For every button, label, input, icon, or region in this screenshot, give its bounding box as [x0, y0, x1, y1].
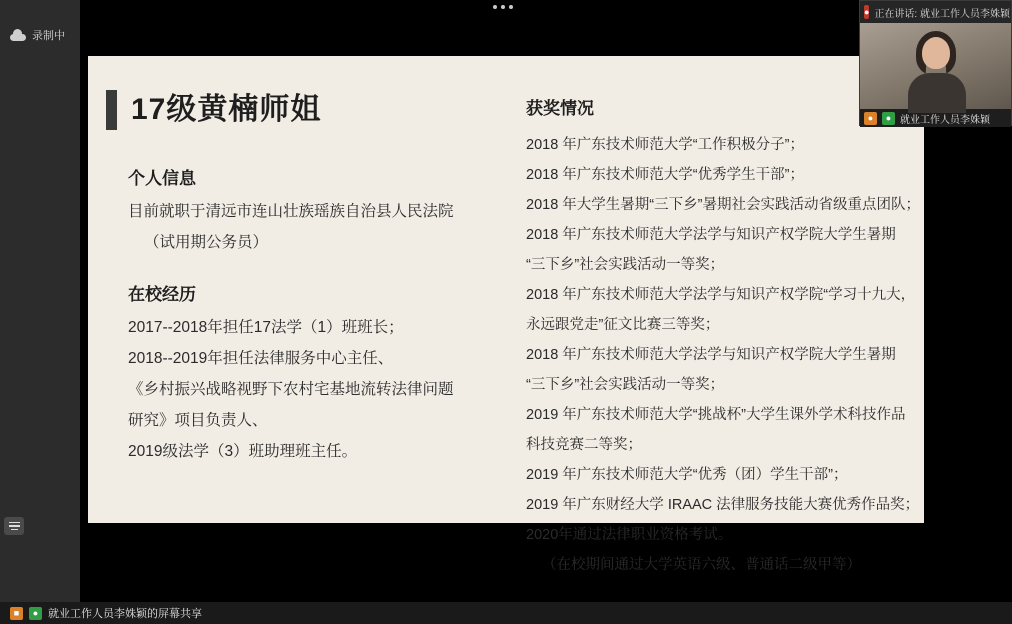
recording-indicator	[10, 27, 65, 43]
speaking-person-icon: ●	[864, 5, 869, 19]
avatar-body	[908, 73, 966, 113]
campus-experience-heading: 在校经历	[128, 285, 196, 304]
award-line: 2019 年广东财经大学 IRAAC 法律服务技能大赛优秀作品奖；	[526, 497, 920, 513]
avatar-head	[922, 37, 950, 69]
award-line: （在校期间通过大学英语六级、普通话二级甲等）	[542, 557, 861, 573]
campus-experience-line: 研究》项目负责人、	[128, 412, 268, 429]
award-line: “三下乡”社会实践活动一等奖；	[526, 257, 725, 273]
campus-experience-line: 《乡村振兴战略视野下农村宅基地流转法律问题	[128, 381, 454, 398]
slide-left-column	[128, 164, 518, 467]
award-line: 2018 年广东技术师范大学法学与知识产权学院“学习十九大，	[526, 287, 916, 303]
panel-toggle-button[interactable]	[4, 517, 24, 535]
list-line	[9, 525, 20, 527]
dot	[493, 5, 497, 9]
recording-label: 录制中	[32, 30, 65, 42]
award-line: 科技竞赛二等奖；	[526, 437, 642, 453]
active-speaker-thumbnail[interactable]	[859, 0, 1012, 126]
award-line: 2019 年广东技术师范大学“优秀（团）学生干部”；	[526, 467, 848, 483]
participant-video	[860, 23, 1011, 109]
campus-experience-line: 2017--2018年担任17法学（1）班班长；	[128, 319, 404, 336]
campus-experience-line: 2019级法学（3）班助理班主任。	[128, 443, 358, 460]
award-line: 2018 年大学生暑期“三下乡”暑期社会实践活动省级重点团队；	[526, 197, 920, 213]
speaking-label: 正在讲话: 就业工作人员李姝颖	[874, 8, 1010, 20]
title-accent-bar	[106, 90, 117, 130]
personal-info-heading: 个人信息	[128, 169, 196, 188]
page-title: 17级黄楠师姐	[131, 93, 322, 126]
award-line: 2018 年广东技术师范大学“优秀学生干部”；	[526, 167, 804, 183]
personal-info-line: 目前就职于清远市连山壮族瑶族自治县人民法院	[128, 203, 454, 220]
campus-experience-line: 2018--2019年担任法律服务中心主任、	[128, 350, 394, 367]
award-line: “三下乡”社会实践活动一等奖；	[526, 377, 725, 393]
share-status-text: 就业工作人员李姝颖的屏幕共享	[48, 608, 202, 620]
more-dots-icon[interactable]	[493, 5, 513, 9]
presentation-slide	[88, 56, 924, 573]
screen-share-icon: ■	[10, 607, 23, 620]
personal-info-line: （试用期公务员）	[144, 234, 269, 251]
share-status-bar	[0, 602, 1012, 624]
slide-right-column	[526, 94, 920, 580]
list-line	[9, 522, 20, 524]
award-line: 2018 年广东技术师范大学法学与知识产权学院大学生暑期	[526, 227, 896, 243]
dot	[509, 5, 513, 9]
speaking-status-bar	[860, 1, 1011, 23]
award-line: 2020年通过法律职业资格考试。	[526, 527, 733, 543]
cloud-recording-icon	[10, 29, 26, 41]
award-line: 2019 年广东技术师范大学“挑战杯”大学生课外学术科技作品	[526, 407, 906, 423]
slide-title-row	[106, 90, 321, 130]
award-line: 2018 年广东技术师范大学法学与知识产权学院大学生暑期	[526, 347, 896, 363]
award-line: 2018 年广东技术师范大学“工作积极分子”；	[526, 137, 804, 153]
microphone-active-icon: ●	[882, 112, 895, 125]
award-line: 永远跟党走”征文比赛三等奖；	[526, 317, 720, 333]
list-line	[11, 529, 18, 531]
left-toolbar	[0, 0, 80, 624]
awards-heading: 获奖情况	[526, 99, 594, 118]
dot	[501, 5, 505, 9]
microphone-icon: ●	[864, 112, 877, 125]
microphone-icon: ●	[29, 607, 42, 620]
participant-name: 就业工作人员李姝颖	[900, 114, 990, 126]
